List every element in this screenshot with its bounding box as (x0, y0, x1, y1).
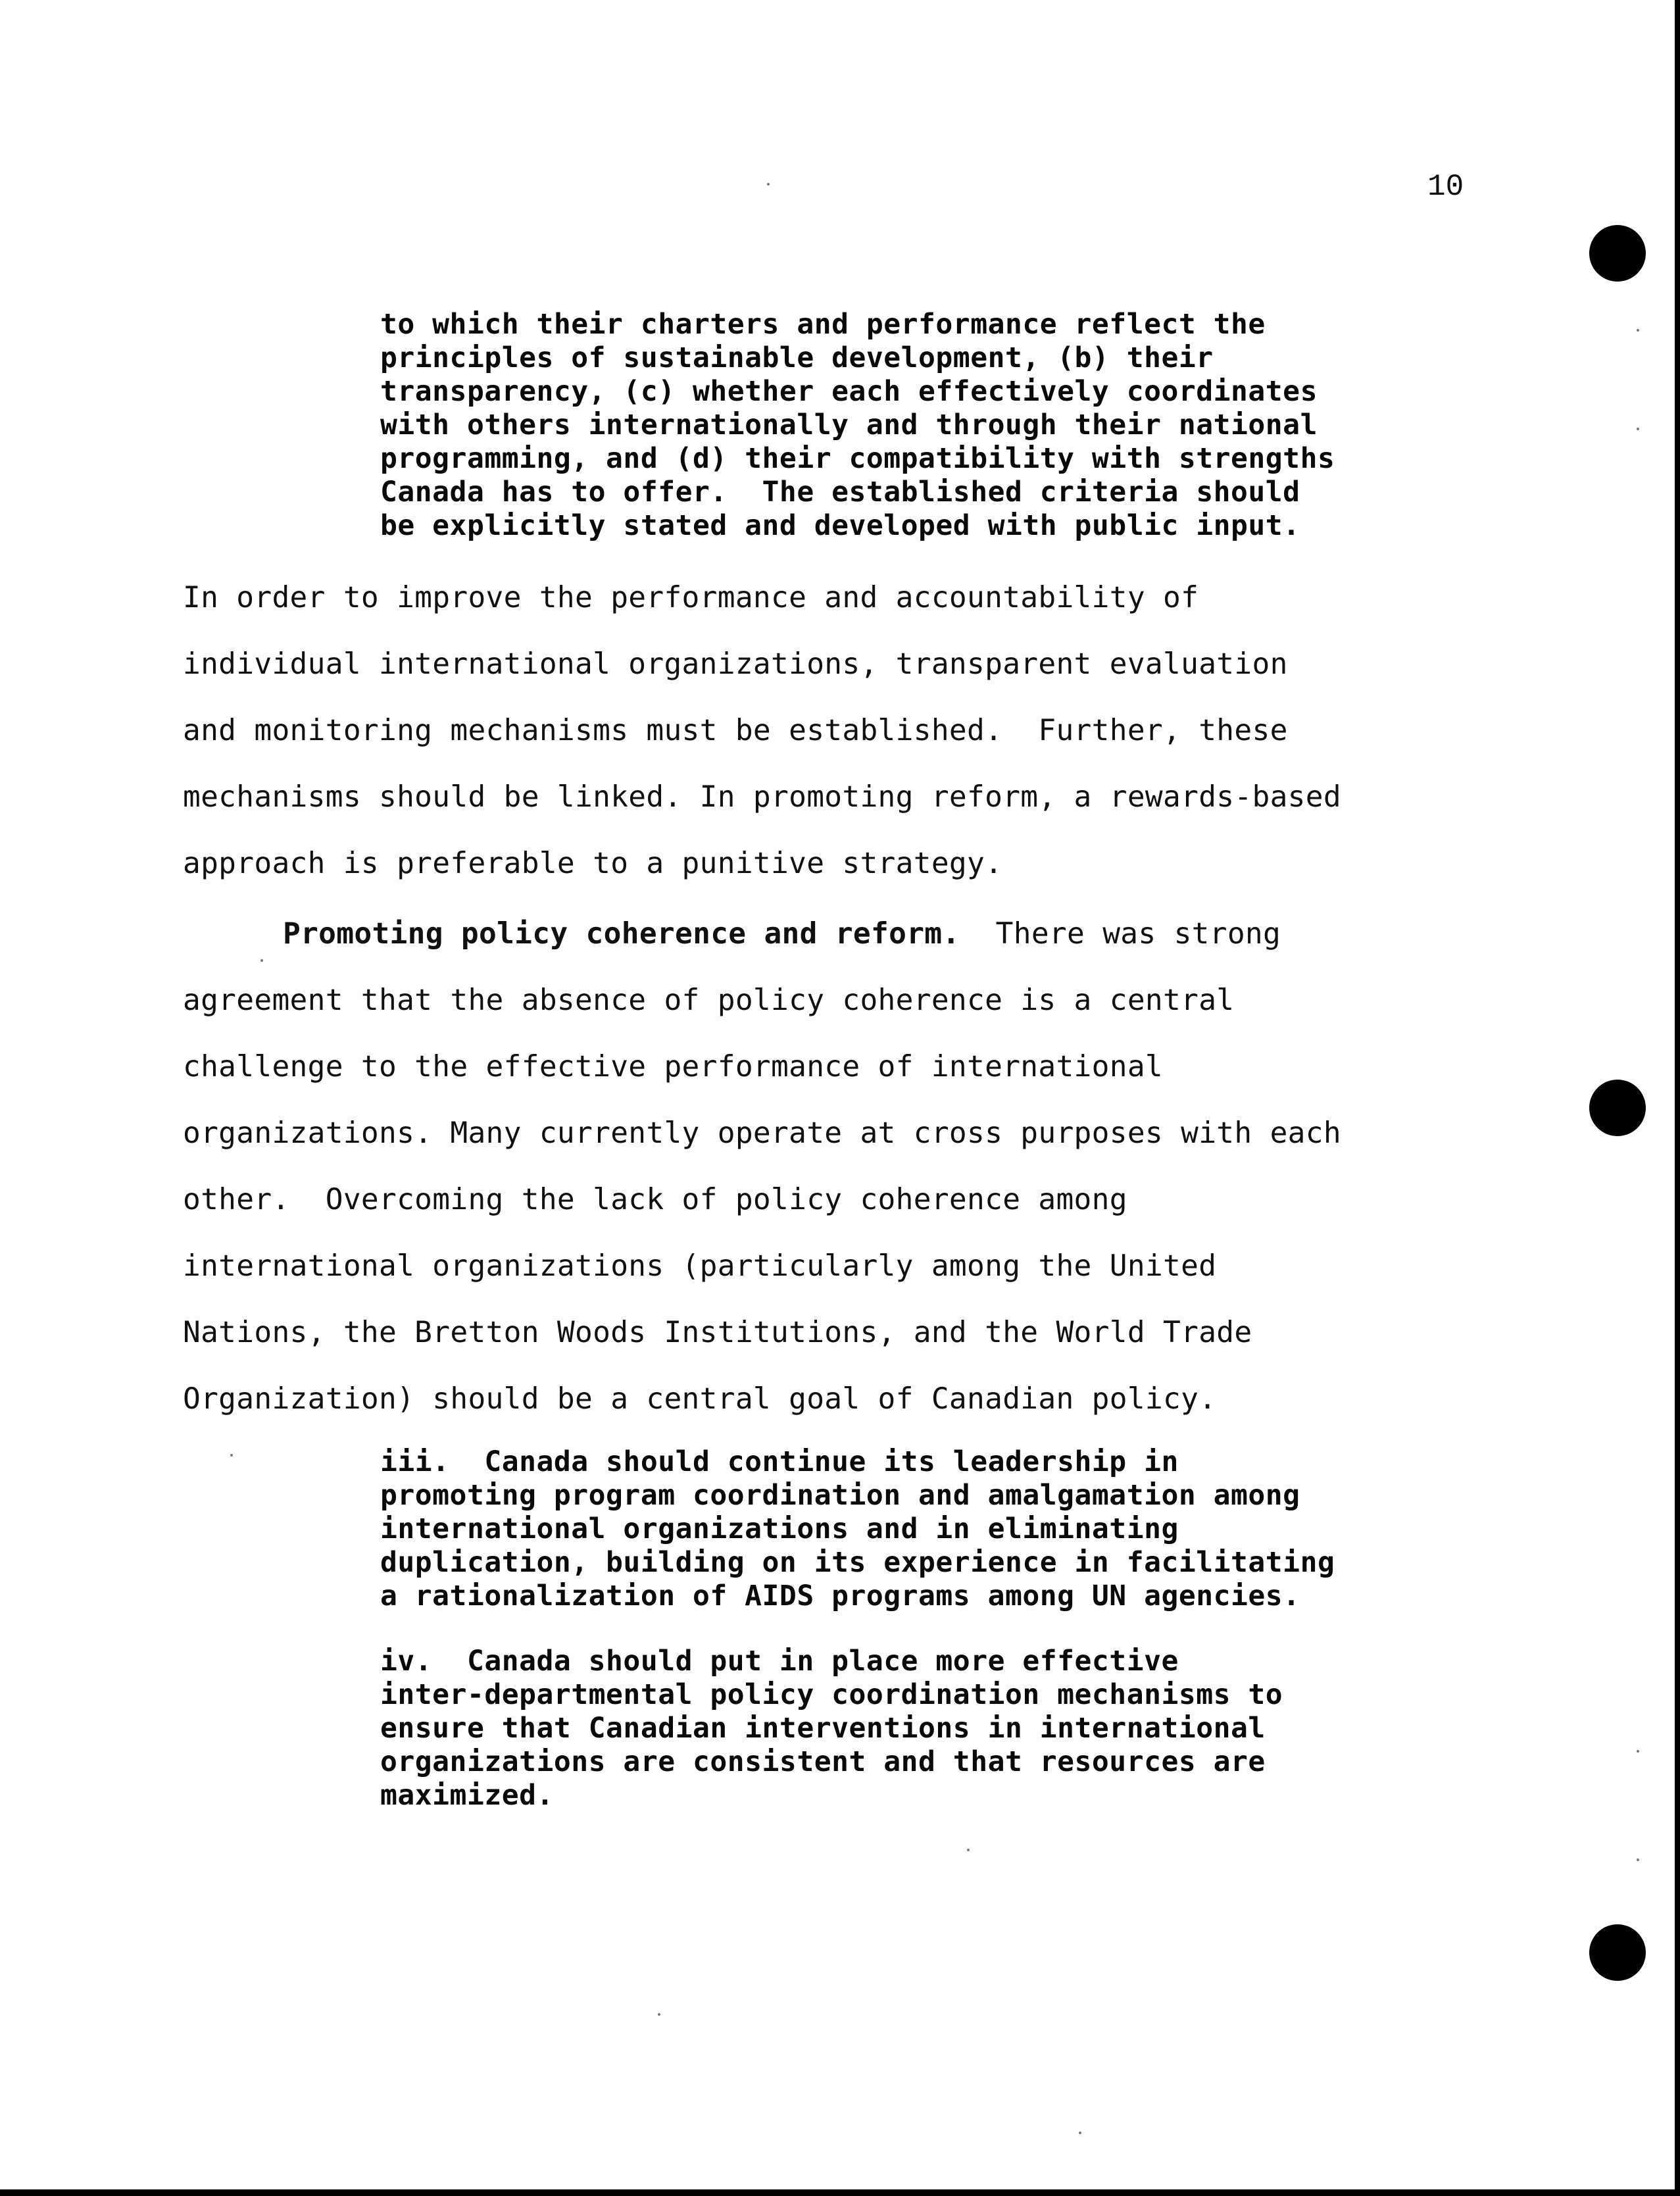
text-line: challenge to the effective performance of international (183, 1050, 1164, 1084)
text-line: transparency, (c) whether each effectively coordinates (380, 375, 1318, 408)
text-line: principles of sustainable development, (b) their (380, 341, 1214, 374)
scan-speck (260, 959, 263, 962)
text-line: approach is preferable to a punitive strategy. (183, 847, 1003, 880)
text-line: individual international organizations, transparent evaluation (183, 647, 1288, 681)
text-line: inter-departmental policy coordination mechanisms to (380, 1678, 1283, 1711)
scan-edge-right (1675, 0, 1680, 2196)
text-line: organizations are consistent and that resources are (380, 1745, 1266, 1778)
text-line: Organization) should be a central goal of Canadian policy. (183, 1382, 1217, 1416)
text-line: promoting program coordination and amalgamation among (380, 1479, 1300, 1512)
recommendation-iii (380, 1445, 1335, 1613)
text-line: mechanisms should be linked. In promoting reform, a rewards-based (183, 780, 1341, 814)
scan-speck (1637, 1859, 1639, 1861)
text-line: ensure that Canadian interventions in international (380, 1712, 1266, 1745)
text-line: In order to improve the performance and accountability of (183, 581, 1199, 614)
scan-speck (967, 1849, 970, 1851)
text-line: international organizations and in eliminating (380, 1512, 1179, 1545)
scan-speck (1637, 428, 1639, 430)
text-line: organizations. Many currently operate at cross purposes with each (183, 1116, 1341, 1150)
text-line: Canada has to offer. The established criteria should (380, 476, 1300, 509)
text-line: duplication, building on its experience in facilitating (380, 1546, 1335, 1579)
top-recommendation-block (380, 308, 1335, 543)
punch-hole-top (1589, 225, 1646, 282)
scan-speck (658, 2013, 660, 2016)
text-line: maximized. (380, 1779, 554, 1812)
text-line: programming, and (d) their compatibility with strengths (380, 442, 1335, 475)
text-line: be explicitly stated and developed with public input. (380, 509, 1300, 542)
page-number: 10 (1427, 170, 1464, 204)
text-line: to which their charters and performance reflect the (380, 308, 1266, 341)
section-heading: Promoting policy coherence and reform. (283, 917, 960, 951)
text-line: and monitoring mechanisms must be established. Further, these (183, 714, 1288, 747)
recommendation-iv (380, 1645, 1283, 1812)
punch-hole-bottom (1589, 1924, 1646, 1981)
heading-line-rest: There was strong (960, 917, 1281, 951)
text-line: iv. Canada should put in place more effective (380, 1645, 1179, 1678)
text-line: international organizations (particularly among the United (183, 1249, 1217, 1283)
text-line: agreement that the absence of policy coherence is a central (183, 984, 1235, 1017)
punch-hole-middle (1589, 1080, 1646, 1136)
scan-speck (1637, 329, 1639, 332)
scan-speck (230, 1454, 233, 1457)
text-line: Nations, the Bretton Woods Institutions, and the World Trade (183, 1316, 1252, 1349)
text-line: other. Overcoming the lack of policy coherence among (183, 1183, 1127, 1216)
paragraph-evaluation-mechanisms (183, 564, 1341, 897)
text-line: with others internationally and through their national (380, 409, 1318, 441)
text-line: iii. Canada should continue its leadership in (380, 1445, 1179, 1478)
text-line: a rationalization of AIDS programs among UN agencies. (380, 1580, 1300, 1612)
scan-speck (1637, 1750, 1639, 1753)
paragraph-policy-coherence (183, 901, 1341, 1432)
scan-speck (1079, 2132, 1081, 2134)
scan-speck (767, 183, 770, 186)
text-line (183, 901, 1341, 967)
scan-edge-bottom (0, 2189, 1680, 2196)
